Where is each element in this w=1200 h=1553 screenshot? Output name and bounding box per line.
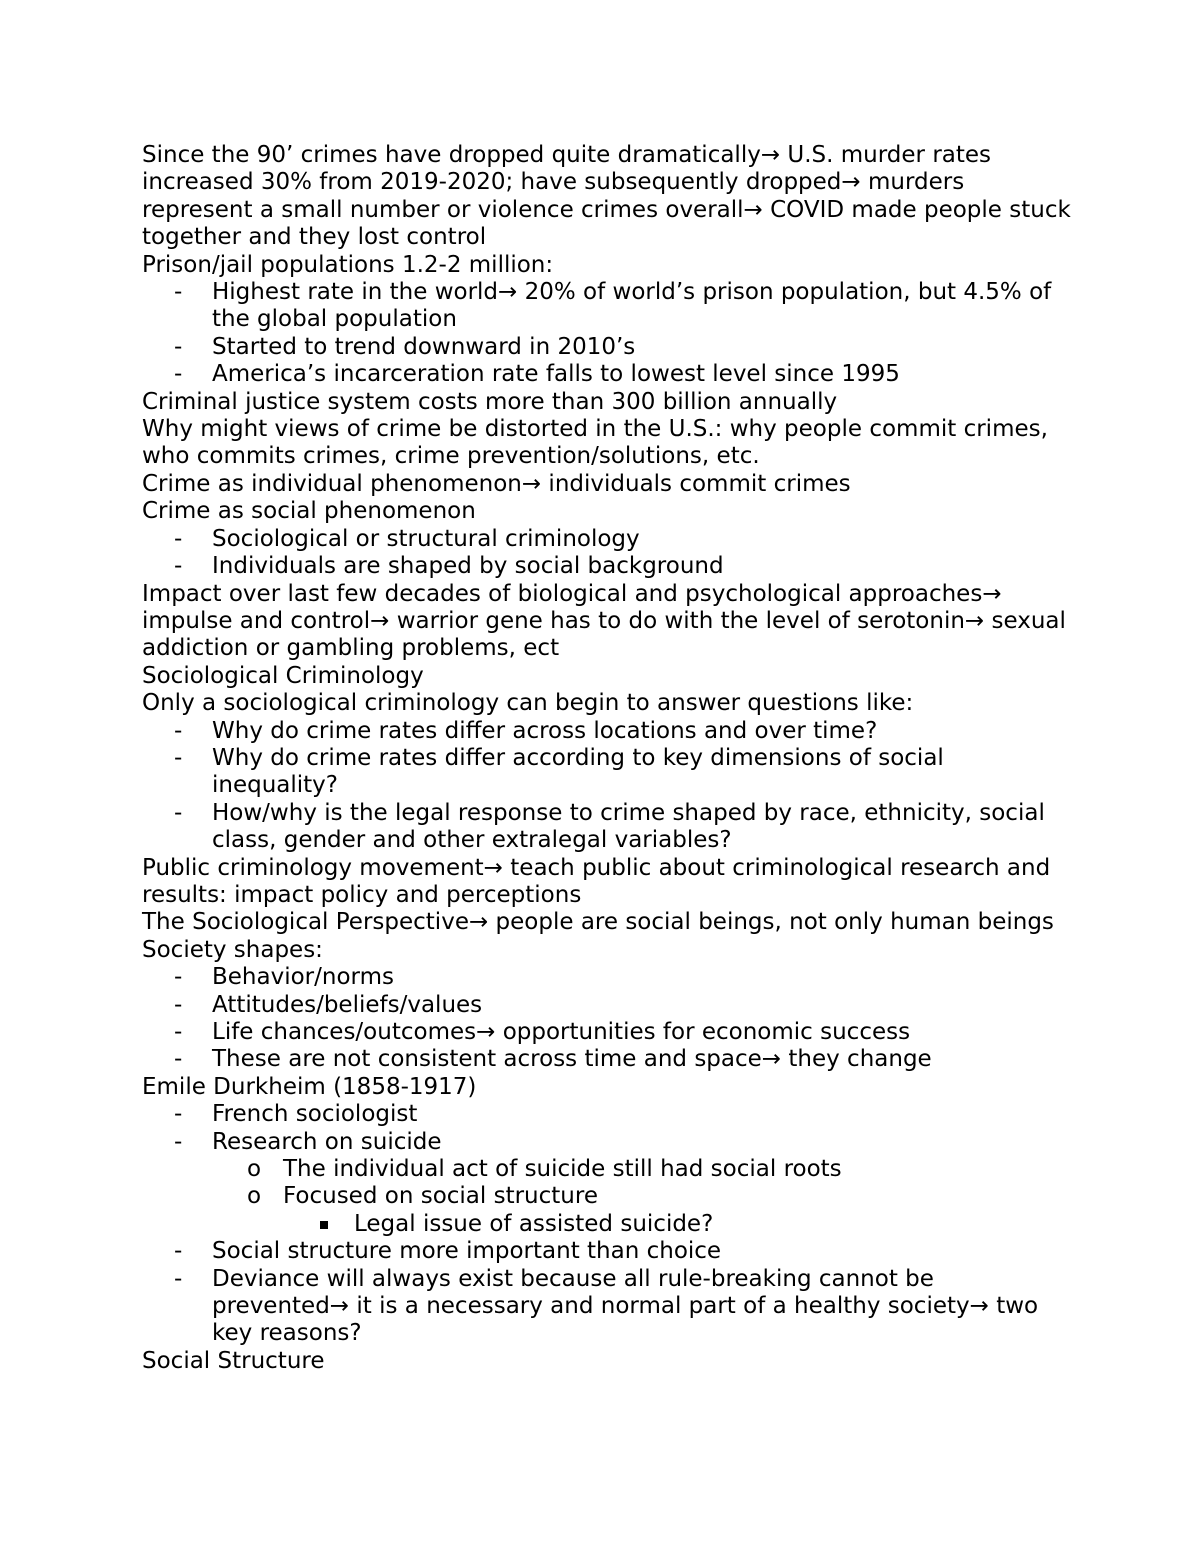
list-item <box>142 553 1072 580</box>
list-item <box>142 1046 1072 1073</box>
line-text: Legal issue of assisted suicide? <box>354 1210 714 1237</box>
list-item <box>142 1019 1072 1046</box>
dash-bullet-marker: - <box>174 799 183 826</box>
list-item <box>142 1238 1072 1265</box>
line-text: Social Structure <box>142 1347 325 1374</box>
paragraph-line <box>142 1348 1072 1375</box>
dash-bullet-marker: - <box>174 361 183 388</box>
square-bullet-icon <box>320 1221 328 1229</box>
line-text: French sociologist <box>212 1101 418 1128</box>
list-item <box>142 1266 1072 1348</box>
paragraph-line <box>142 909 1072 936</box>
line-text: These are not consistent across time and space→ they change <box>212 1046 932 1073</box>
line-text: Why might views of crime be distorted in the U.S.: why people commit crimes, who commits crimes, crime prevention/solutions, etc. <box>142 416 1048 470</box>
paragraph-line <box>142 389 1072 416</box>
paragraph-line <box>142 252 1072 279</box>
line-text: Impact over last few decades of biological and psychological approaches→ impulse and control→ warrior gene has to do with the level of serotonin→ sexual addiction or gambling problems, ect <box>142 580 1066 662</box>
list-item <box>142 334 1072 361</box>
dash-bullet-marker: - <box>174 279 183 306</box>
line-text: Since the 90’ crimes have dropped quite dramatically→ U.S. murder rates increased 30% from 2019-2020; have subsequently dropped→ murders represent a small number or violence crimes overall→ COVID made people stuck together and they lost control <box>142 142 1071 251</box>
line-text: Started to trend downward in 2010’s <box>212 333 636 360</box>
line-text: The Sociological Perspective→ people are social beings, not only human beings <box>142 909 1054 936</box>
dash-bullet-marker: - <box>174 744 183 771</box>
dash-bullet-marker: - <box>174 1101 183 1128</box>
paragraph-line <box>142 498 1072 525</box>
list-item <box>142 964 1072 991</box>
list-item <box>142 279 1072 334</box>
line-text: Life chances/outcomes→ opportunities for economic success <box>212 1019 911 1045</box>
line-text: Why do crime rates differ across locations and over time? <box>212 717 878 744</box>
dash-bullet-marker: - <box>174 553 183 580</box>
paragraph-line <box>142 142 1072 252</box>
line-text: Attitudes/beliefs/values <box>212 991 483 1018</box>
line-text: Prison/jail populations 1.2-2 million: <box>142 251 554 278</box>
line-text: Emile Durkheim (1858-1917) <box>142 1073 477 1100</box>
line-text: Crime as social phenomenon <box>142 498 476 525</box>
list-item <box>142 800 1072 855</box>
list-item <box>142 361 1072 388</box>
line-text: Highest rate in the world→ 20% of world’s prison population, but 4.5% of the global population <box>212 279 1052 333</box>
dash-bullet-marker: - <box>174 964 183 991</box>
list-item <box>142 1101 1072 1128</box>
paragraph-line <box>142 663 1072 690</box>
list-item <box>142 1156 1072 1183</box>
list-item <box>142 526 1072 553</box>
list-item <box>142 1211 1072 1238</box>
line-text: Deviance will always exist because all rule-breaking cannot be prevented→ it is a necessary and normal part of a healthy society→ two key reasons? <box>212 1265 1039 1347</box>
line-text: Criminal justice system costs more than 300 billion annually <box>142 388 838 415</box>
dash-bullet-marker: - <box>174 1238 183 1265</box>
line-text: Focused on social structure <box>283 1183 598 1210</box>
line-text: Sociological Criminology <box>142 662 424 689</box>
list-item <box>142 1183 1072 1210</box>
dash-bullet-marker: - <box>174 525 183 552</box>
list-item <box>142 745 1072 800</box>
paragraph-line <box>142 1074 1072 1101</box>
line-text: Why do crime rates differ according to key dimensions of social inequality? <box>212 744 944 799</box>
dash-bullet-marker: - <box>174 1019 183 1045</box>
line-text: Public criminology movement→ teach public about criminological research and results: impact policy and perceptions <box>142 854 1051 908</box>
dash-bullet-marker: - <box>174 333 183 360</box>
line-text: Individuals are shaped by social background <box>212 553 724 580</box>
line-text: Only a sociological criminology can begin to answer questions like: <box>142 690 914 717</box>
circle-bullet-marker: o <box>247 1183 262 1210</box>
dash-bullet-marker: - <box>174 991 183 1018</box>
paragraph-line <box>142 690 1072 717</box>
paragraph-line <box>142 937 1072 964</box>
paragraph-line <box>142 416 1072 471</box>
list-item <box>142 1129 1072 1156</box>
line-text: Sociological or structural criminology <box>212 525 640 552</box>
line-text: America’s incarceration rate falls to lowest level since 1995 <box>212 361 900 388</box>
paragraph-line <box>142 855 1072 910</box>
dash-bullet-marker: - <box>174 717 183 744</box>
document-body <box>142 142 1072 1375</box>
dash-bullet-marker: - <box>174 1265 183 1292</box>
paragraph-line <box>142 471 1072 498</box>
dash-bullet-marker: - <box>174 1128 183 1155</box>
dash-bullet-marker: - <box>174 1046 183 1073</box>
line-text: The individual act of suicide still had social roots <box>283 1156 842 1183</box>
line-text: Social structure more important than choice <box>212 1238 722 1265</box>
circle-bullet-marker: o <box>247 1156 262 1183</box>
line-text: Research on suicide <box>212 1128 442 1155</box>
list-item <box>142 718 1072 745</box>
line-text: How/why is the legal response to crime shaped by race, ethnicity, social class, gender and other extralegal variables? <box>212 799 1045 854</box>
line-text: Society shapes: <box>142 936 323 963</box>
line-text: Behavior/norms <box>212 964 394 991</box>
paragraph-line <box>142 581 1072 663</box>
line-text: Crime as individual phenomenon→ individuals commit crimes <box>142 470 851 497</box>
list-item <box>142 992 1072 1019</box>
